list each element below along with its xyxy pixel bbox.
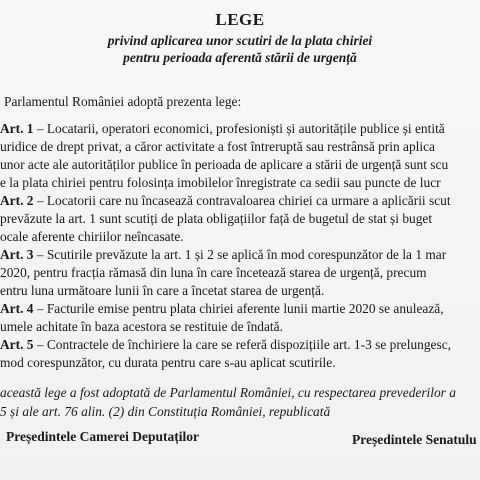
signature-senate-president: Președintele Senatulu <box>352 432 477 447</box>
article-4-label: Art. 4 <box>0 301 34 316</box>
closing-line-2: 5 și ale art. 76 alin. (2) din Constituția României, republicată <box>0 404 331 419</box>
article-1-text-1: – Locatarii, operatori economici, profesioniști și autoritățile publice și entită <box>33 121 445 136</box>
article-4-line-1 <box>0 301 444 317</box>
article-5-text-1: – Contractele de închiriere la care se referă dispozițiile art. 1-3 se prelungesc, <box>33 337 451 352</box>
article-4-line-2: umele achitate în baza acestora se restituie de îndată. <box>0 319 283 334</box>
article-5-line-1 <box>0 337 451 353</box>
article-1-label: Art. 1 <box>0 121 34 136</box>
article-3-line-3: entru luna următoare lunii în care a încetat starea de urgență. <box>0 283 325 298</box>
article-2-line-1 <box>0 193 451 209</box>
article-3-line-1 <box>0 247 446 263</box>
article-1-line-1 <box>0 121 445 137</box>
article-3-line-2: 2020, pentru fracția rămasă din luna în care încetează starea de urgență, precum <box>0 265 427 280</box>
document-subtitle-line1: privind aplicarea unor scutiri de la plata chiriei <box>107 33 373 48</box>
article-2-text-1: – Locatorii care nu încasează contravaloarea chiriei ca urmare a aplicării scut <box>33 193 451 208</box>
article-1-line-3: unor acte ale autorităților publice în perioada de aplicare a stării de urgență sunt scu <box>0 157 449 172</box>
article-1-line-2: uridice de drept privat, a căror activitate a fost întreruptă sau restrânsă prin aplica <box>0 139 435 154</box>
document-subtitle-line2: pentru perioada aferentă stării de urgență <box>123 50 357 65</box>
article-4-text-1: – Facturile emise pentru plata chiriei aferente lunii martie 2020 se anulează, <box>33 301 444 316</box>
article-5-label: Art. 5 <box>0 337 34 352</box>
article-3-label: Art. 3 <box>0 247 34 262</box>
article-2-line-3: ocale aferente chiriilor neîncasate. <box>0 229 184 244</box>
article-1-line-4: e la plata chiriei pentru folosința imobilelor înregistrate ca sedii sau puncte de lucr <box>0 175 441 190</box>
signature-chamber-president: Președintele Camerei Deputaților <box>6 429 199 444</box>
preamble: Parlamentul României adoptă prezenta lege: <box>4 94 242 109</box>
closing-line-1: această lege a fost adoptată de Parlamentul României, cu respectarea prevederilor a <box>0 385 456 400</box>
article-2-line-2: prevăzute la art. 1 sunt scutiți de plata obligațiilor față de bugetul de stat și buget <box>0 211 433 226</box>
article-2-label: Art. 2 <box>0 193 34 208</box>
article-5-line-2: mod corespunzător, cu durata pentru care s-au aplicat scutirile. <box>0 355 336 370</box>
article-3-text-1: – Scutirile prevăzute la art. 1 și 2 se aplică în mod corespunzător de la 1 mar <box>33 247 447 262</box>
document-title: LEGE <box>215 10 265 29</box>
